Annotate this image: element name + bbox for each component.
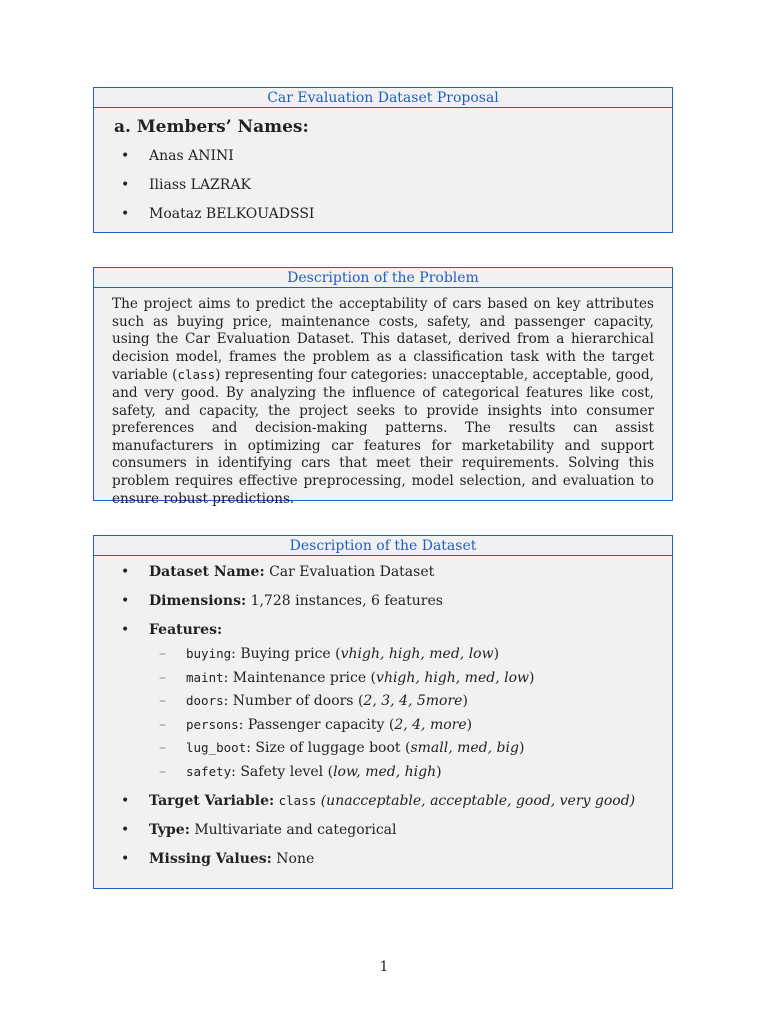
problem-text-part: ) representing four categories: unacceptable, acceptable, good, and very good. By analyzing the influence of categorical features like cost, safety, and capacity, the project seeks to provide insights into consumer preferences and decision-making patterns. The results can assist manufacturers in optimizing car features for marketability and support consumers in identifying cars that meet their requirements. Solving this problem requires effective preprocessing, model selection, and evaluation to ensure robust predictions. [112,367,654,507]
missing-values-item [94,850,672,868]
dataset-box [93,535,673,889]
members-box-title: Car Evaluation Dataset Proposal [94,88,672,108]
problem-box [93,267,673,507]
feature-close: ) [462,693,468,709]
feature-item [149,692,672,710]
feature-desc: : Number of doors ( [223,693,364,709]
target-variable-item [94,792,672,810]
members-heading: a. Members’ Names: [114,117,309,137]
list-item: • Anas ANINI [94,147,672,165]
target-values: (unacceptable, acceptable, good, very good) [320,792,636,809]
feature-desc: : Maintenance price ( [223,669,377,686]
feature-code: buying [186,646,232,661]
page-number: 1 [379,959,389,975]
feature-close: ) [466,716,473,733]
feature-values: low, med, high [333,763,437,780]
item-value: None [276,850,315,867]
dataset-name-item [94,563,672,581]
target-code: class [278,792,317,808]
dataset-list [94,563,672,868]
feature-item [149,716,672,734]
feature-values: small, med, big [410,740,519,756]
type-item [94,821,672,839]
item-label: Features: [149,622,223,638]
item-label: Missing Values: [149,850,272,867]
item-label: Target Variable: [149,792,275,809]
feature-code: doors [186,693,224,708]
feature-desc: : Buying price ( [231,646,341,662]
feature-desc: : Safety level ( [231,763,334,780]
item-value: Car Evaluation Dataset [269,564,435,580]
list-item: • Iliass LAZRAK [94,176,672,194]
feature-item [149,763,672,781]
feature-code: maint [186,669,224,685]
feature-values: 2, 3, 4, 5more [363,693,463,709]
problem-text-part: The project aims to predict the acceptability of cars based on key attributes such as buying price, maintenance costs, safety, and passenger capacity, using the Car Evaluation Dataset. This dataset, derived from a hierarchical decision model, frames the problem as a classification task with the target variable ( [112,296,654,384]
feature-values: vhigh, high, med, low [340,646,494,662]
class-code: class [177,367,216,383]
feature-close: ) [529,669,535,686]
item-label: Type: [149,821,190,838]
problem-description [112,296,654,508]
features-list [149,645,672,781]
feature-code: persons [186,716,239,732]
item-value: Multivariate and categorical [194,821,397,838]
item-value: 1,728 instances, 6 features [250,593,443,609]
feature-values: vhigh, high, med, low [376,669,529,686]
feature-code: safety [186,763,232,779]
feature-code: lug_boot [186,740,247,755]
feature-desc: : Passenger capacity ( [238,716,395,733]
item-label: Dimensions: [149,593,247,609]
feature-item [149,739,672,757]
feature-item [149,669,672,687]
features-item [94,621,672,781]
feature-desc: : Size of luggage boot ( [246,740,411,756]
feature-close: ) [436,763,442,780]
feature-close: ) [493,646,500,662]
members-list [94,147,672,223]
list-item: • Moataz BELKOUADSSI [94,205,672,223]
problem-box-title: Description of the Problem [94,268,672,288]
dataset-box-title: Description of the Dataset [94,536,672,556]
dimensions-item [94,592,672,610]
item-label: Dataset Name: [149,564,265,580]
members-box [93,87,673,233]
feature-close: ) [518,740,525,756]
feature-values: 2, 4, more [394,716,467,733]
feature-item [149,645,672,663]
